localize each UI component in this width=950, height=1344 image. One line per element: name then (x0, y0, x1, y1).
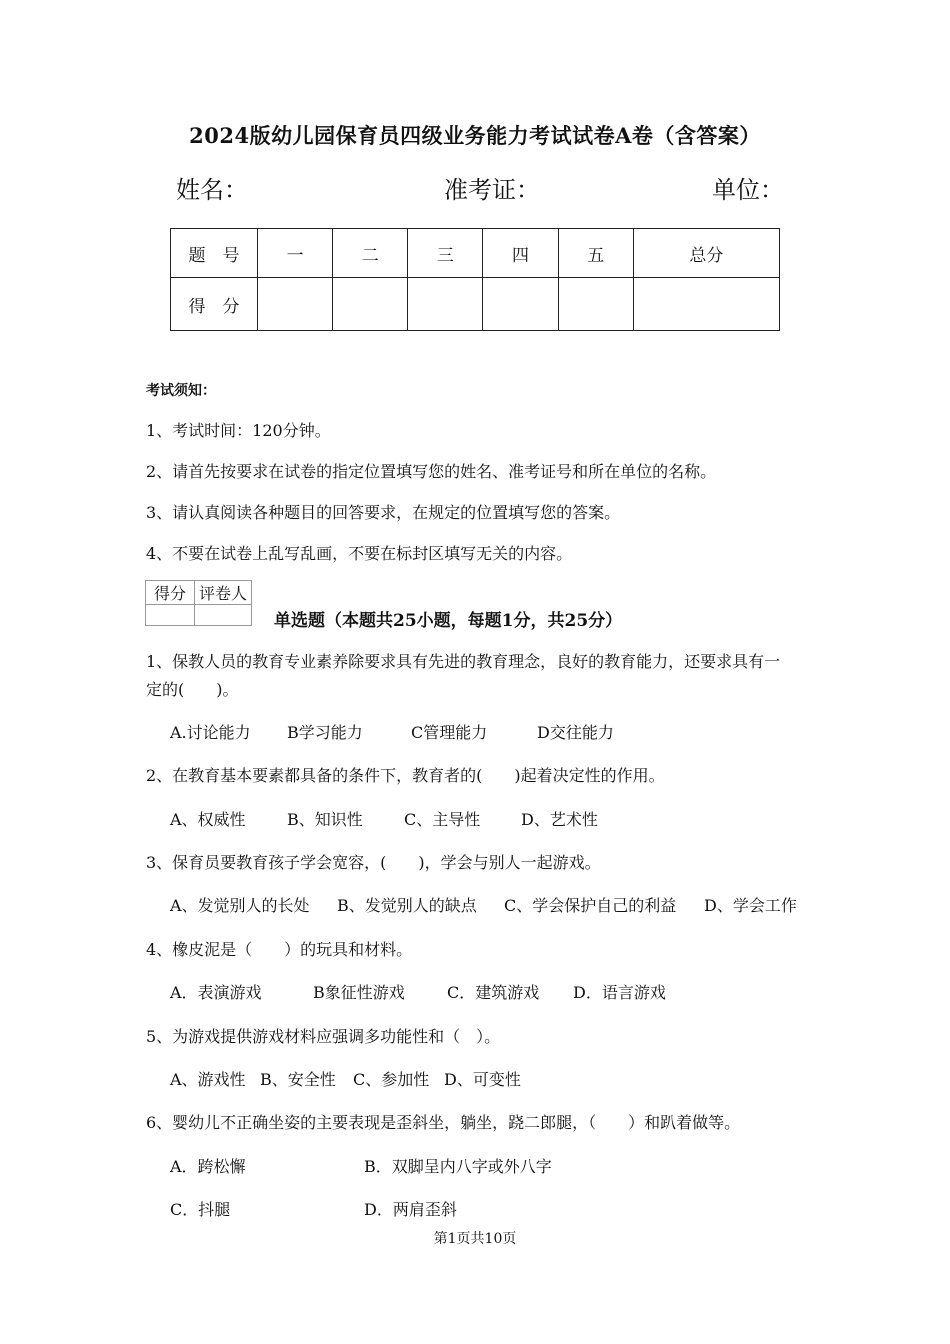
grader-table (145, 580, 252, 626)
question-text: 6、婴幼儿不正确坐姿的主要表现是歪斜坐，躺坐，跷二郎腿，（ ）和趴着做等。 (146, 1113, 741, 1132)
question-option: C、参加性 (353, 1070, 430, 1089)
question-option: B学习能力 (287, 723, 363, 742)
question-option: A．跨松懈 (170, 1157, 246, 1176)
question-option: B．双脚呈内八字或外八字 (364, 1157, 552, 1176)
question-option: B、发觉别人的缺点 (337, 896, 477, 915)
notice-item: 2、请首先按要求在试卷的指定位置填写您的姓名、准考证号和所在单位的名称。 (146, 462, 717, 481)
question-option: C．建筑游戏 (447, 983, 540, 1002)
question-option: C．抖腿 (170, 1200, 231, 1219)
section-title: 单选题（本题共25小题，每题1分，共25分） (274, 611, 623, 631)
score-header-cell: 三 (408, 229, 483, 278)
score-table-header-row (171, 229, 780, 278)
score-table-score-row (171, 278, 780, 331)
question-option: B象征性游戏 (313, 983, 405, 1002)
question-text: 定的( )。 (146, 680, 239, 699)
score-header-cell: 总分 (633, 229, 779, 278)
score-cell[interactable] (333, 278, 408, 331)
name-field-label: 姓名： (176, 176, 248, 204)
score-header-cell: 题 号 (171, 229, 258, 278)
notice-title: 考试须知： (146, 383, 216, 399)
question-option: B、安全性 (260, 1070, 336, 1089)
page-footer: 第1页共10页 (433, 1231, 517, 1247)
score-cell[interactable] (408, 278, 483, 331)
ticket-field-label: 准考证： (444, 176, 540, 204)
question-option: B、知识性 (287, 810, 363, 829)
document-title: 2024版幼儿园保育员四级业务能力考试试卷A卷（含答案） (189, 123, 761, 148)
question-option: C、主导性 (404, 810, 481, 829)
score-header-cell: 五 (558, 229, 633, 278)
question-option: D、可变性 (444, 1070, 521, 1089)
question-option: A、游戏性 (170, 1070, 246, 1089)
question-option: A、发觉别人的长处 (170, 896, 310, 915)
question-option: C、学会保护自己的利益 (504, 896, 677, 915)
question-option: A.讨论能力 (170, 723, 251, 742)
notice-item: 4、不要在试卷上乱写乱画，不要在标封区填写无关的内容。 (146, 544, 573, 563)
question-text: 3、保育员要教育孩子学会宽容，( )，学会与别人一起游戏。 (146, 853, 601, 872)
question-option: D．两肩歪斜 (364, 1200, 457, 1219)
question-option: A、权威性 (170, 810, 246, 829)
grader-reviewer-cell[interactable] (195, 605, 252, 626)
score-cell[interactable] (633, 278, 779, 331)
question-option: D交往能力 (537, 723, 614, 742)
score-cell[interactable] (558, 278, 633, 331)
score-cell[interactable] (483, 278, 558, 331)
grader-score-label: 得分 (146, 581, 195, 605)
score-header-cell: 二 (333, 229, 408, 278)
score-header-cell: 四 (483, 229, 558, 278)
question-option: D．语言游戏 (573, 983, 666, 1002)
notice-item: 1、考试时间：120分钟。 (146, 421, 331, 440)
grader-reviewer-label: 评卷人 (195, 581, 252, 605)
question-option: C管理能力 (411, 723, 488, 742)
question-option: D、学会工作 (704, 896, 797, 915)
question-text: 4、橡皮泥是（ ）的玩具和材料。 (146, 940, 413, 959)
question-text: 5、为游戏提供游戏材料应强调多功能性和（ ）。 (146, 1027, 501, 1046)
unit-field-label: 单位： (712, 176, 784, 204)
question-text: 2、在教育基本要素都具备的条件下，教育者的( )起着决定性的作用。 (146, 766, 665, 785)
score-row-label: 得 分 (171, 278, 258, 331)
grader-score-cell[interactable] (146, 605, 195, 626)
question-option: A．表演游戏 (170, 983, 262, 1002)
question-option: D、艺术性 (521, 810, 598, 829)
score-table (170, 228, 780, 331)
notice-item: 3、请认真阅读各种题目的回答要求，在规定的位置填写您的答案。 (146, 503, 621, 522)
question-text: 1、保教人员的教育专业素养除要求具有先进的教育理念，良好的教育能力，还要求具有一 (146, 652, 781, 671)
score-header-cell: 一 (258, 229, 333, 278)
score-cell[interactable] (258, 278, 333, 331)
